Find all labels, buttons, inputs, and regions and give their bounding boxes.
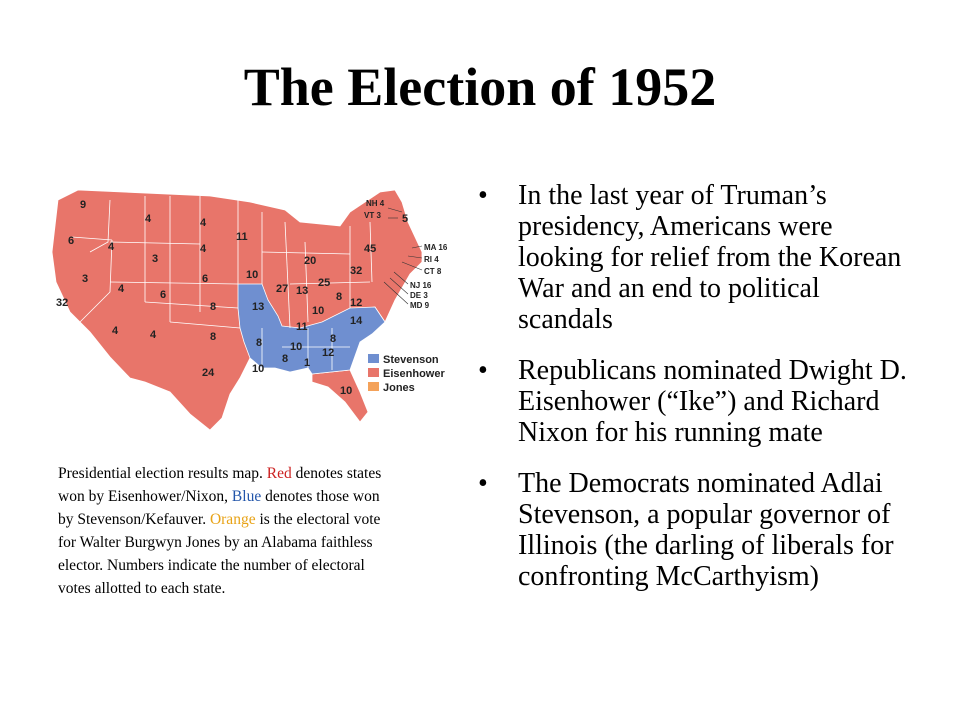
state-number: 4 bbox=[118, 283, 125, 295]
callout-label: MA 16 bbox=[424, 243, 448, 252]
bullet-text: The Democrats nominated Adlai Stevenson, a popular governor of Illinois (the darling of liberals for confronting McCarthyism) bbox=[518, 468, 894, 592]
bullet-item bbox=[478, 355, 918, 448]
state-number: 45 bbox=[364, 243, 377, 255]
state-number: 3 bbox=[152, 253, 159, 265]
state-number: 6 bbox=[160, 289, 167, 301]
slide-title: The Election of 1952 bbox=[243, 57, 717, 117]
caption-text: Presidential election results map. bbox=[58, 465, 267, 482]
callout-label: RI 4 bbox=[424, 255, 439, 264]
callout-label: DE 3 bbox=[410, 291, 428, 300]
legend-swatch-jones bbox=[368, 382, 379, 391]
state-number: 6 bbox=[68, 235, 75, 247]
state-number: 32 bbox=[350, 265, 363, 277]
callout-label: VT 3 bbox=[364, 211, 381, 220]
state-number: 4 bbox=[108, 241, 115, 253]
state-number: 3 bbox=[82, 273, 89, 285]
bullet-marker: • bbox=[478, 180, 488, 211]
state-number: 4 bbox=[150, 329, 157, 341]
state-number: 14 bbox=[350, 315, 363, 327]
callout-label: CT 8 bbox=[424, 267, 442, 276]
bullet-item bbox=[478, 180, 918, 335]
bullet-marker: • bbox=[478, 468, 488, 499]
state-number: 12 bbox=[350, 297, 363, 309]
bullet-text: In the last year of Truman’s presidency, Americans were looking for relief from the Korean War and an end to political scandals bbox=[518, 180, 902, 335]
legend-label: Stevenson bbox=[383, 354, 439, 366]
caption-text: is the electoral vote for Walter Burgwyn Jones by an Alabama faithless elector. Numbers indicate the number of electoral votes allotted to each state. bbox=[58, 511, 381, 597]
state-number: 8 bbox=[256, 337, 263, 349]
legend-label: Eisenhower bbox=[383, 368, 445, 380]
state-number: 27 bbox=[276, 283, 289, 295]
election-map bbox=[50, 182, 460, 432]
bullet-marker: • bbox=[478, 355, 488, 386]
state-number: 10 bbox=[246, 269, 259, 281]
map-legend bbox=[368, 354, 445, 394]
bullet-list bbox=[478, 180, 918, 612]
state-number: 4 bbox=[145, 213, 152, 225]
caption-text: denotes those won by Stevenson/Kefauver. bbox=[58, 488, 380, 528]
state-number: 12 bbox=[322, 347, 335, 359]
state-number: 8 bbox=[210, 301, 217, 313]
state-number: 4 bbox=[200, 217, 207, 229]
state-number: 20 bbox=[304, 255, 317, 267]
legend-label: Jones bbox=[383, 382, 415, 394]
caption-blue-word: Blue bbox=[231, 488, 262, 505]
state-number: 10 bbox=[340, 385, 353, 397]
caption-red-word: Red bbox=[266, 465, 292, 482]
state-number: 10 bbox=[252, 363, 265, 375]
caption-orange-word: Orange bbox=[209, 511, 256, 528]
state-number: 1 bbox=[304, 357, 311, 369]
map-caption bbox=[58, 462, 398, 600]
bullet-item bbox=[478, 468, 918, 592]
state-number: 10 bbox=[290, 341, 303, 353]
state-number: 32 bbox=[56, 297, 69, 309]
legend-swatch-eisenhower bbox=[368, 368, 379, 377]
callout-label: NH 4 bbox=[366, 199, 385, 208]
state-number: 4 bbox=[112, 325, 119, 337]
legend-swatch-stevenson bbox=[368, 354, 379, 363]
callout-label: MD 9 bbox=[410, 301, 430, 310]
state-number: 25 bbox=[318, 277, 331, 289]
state-number: 11 bbox=[296, 321, 308, 333]
bullet-text: Republicans nominated Dwight D. Eisenhower (“Ike”) and Richard Nixon for his running mate bbox=[518, 355, 907, 448]
state-number: 11 bbox=[236, 231, 248, 243]
state-number: 6 bbox=[202, 273, 209, 285]
state-number: 13 bbox=[252, 301, 265, 313]
state-number: 8 bbox=[336, 291, 343, 303]
caption-text: denotes states won by Eisenhower/Nixon, bbox=[58, 465, 382, 505]
state-number: 4 bbox=[200, 243, 207, 255]
state-number: 8 bbox=[282, 353, 289, 365]
state-number: 13 bbox=[296, 285, 309, 297]
state-number: 24 bbox=[202, 367, 215, 379]
state-number: 8 bbox=[210, 331, 217, 343]
state-number: 5 bbox=[402, 213, 409, 225]
state-number: 10 bbox=[312, 305, 325, 317]
state-number: 9 bbox=[80, 199, 87, 211]
state-number: 8 bbox=[330, 333, 337, 345]
callout-label: NJ 16 bbox=[410, 281, 432, 290]
